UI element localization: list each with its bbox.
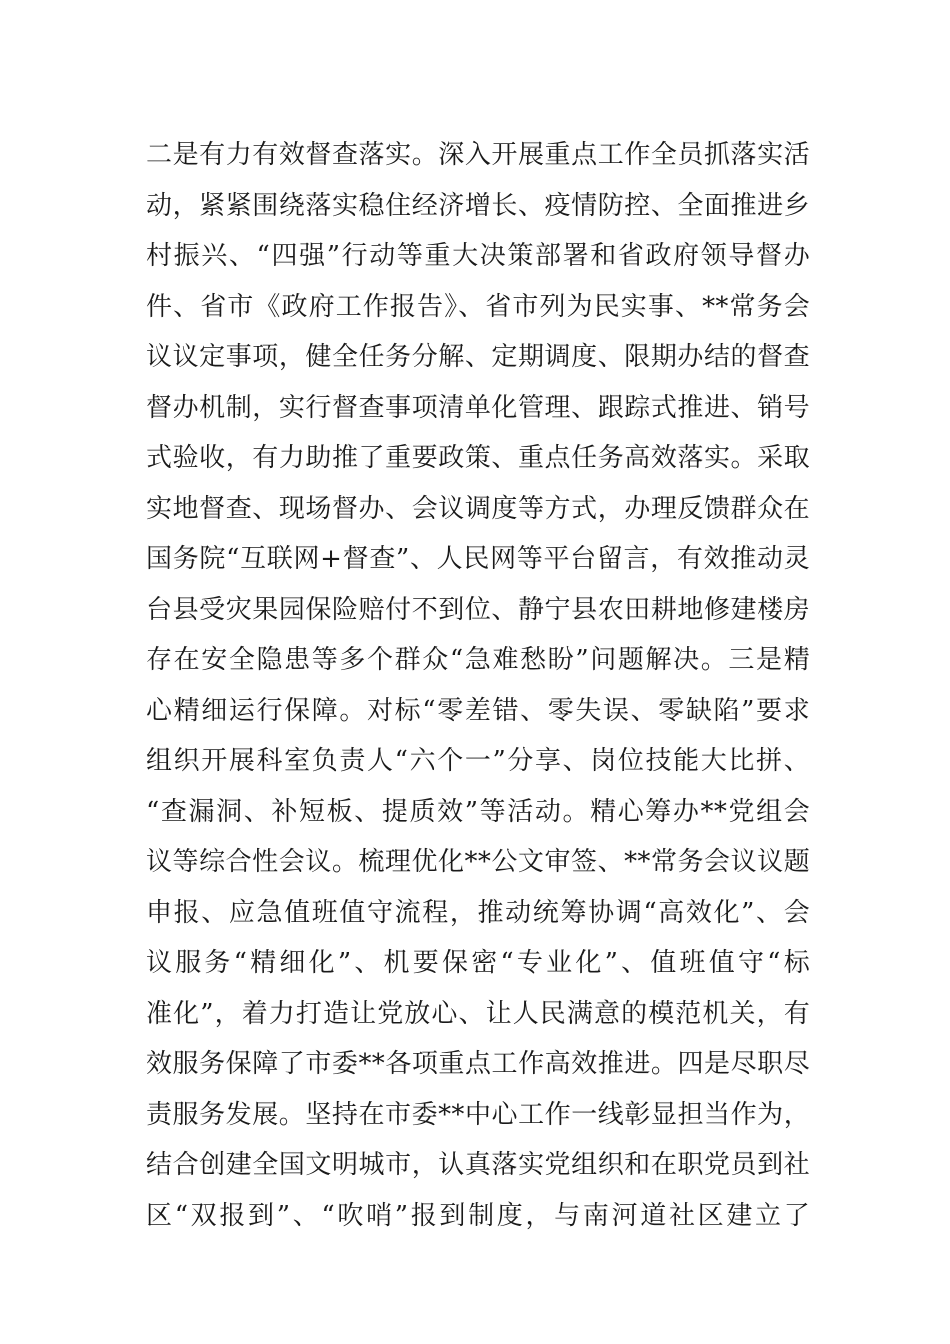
text-line: 效服务保障了市委**各项重点工作高效推进。四是尽职尽 (146, 1049, 810, 1079)
text-line: “查漏洞、补短板、提质效”等活动。精心筹办**党组会 (146, 796, 810, 827)
text-line: 议等综合性会议。梳理优化**公文审签、**常务会议议题 (146, 847, 810, 877)
text-line: 责服务发展。坚持在市委**中心工作一线彰显担当作为， (146, 1099, 810, 1130)
text-line: 申报、应急值班值守流程，推动统筹协调“高效化”、会 (146, 897, 810, 928)
text-line: 存在安全隐患等多个群众“急难愁盼”问题解决。三是精 (146, 645, 810, 675)
text-line: 件、省市《政府工作报告》、省市列为民实事、**常务会 (146, 291, 810, 322)
text-line: 实地督查、现场督办、会议调度等方式，办理反馈群众在 (146, 493, 810, 524)
text-line: 议服务“精细化”、机要保密“专业化”、值班值守“标 (146, 948, 810, 978)
text-line: 心精细运行保障。对标“零差错、零失误、零缺陷”要求 (146, 695, 810, 726)
text-line: 台县受灾果园保险赔付不到位、静宁县农田耕地修建楼房 (146, 594, 810, 625)
text-line: 村振兴、“四强”行动等重大决策部署和省政府领导督办 (146, 241, 810, 271)
text-line: 动，紧紧围绕落实稳住经济增长、疫情防控、全面推进乡 (146, 190, 810, 221)
text-line: 准化”，着力打造让党放心、让人民满意的模范机关，有 (146, 998, 810, 1029)
text-line: 二是有力有效督查落实。深入开展重点工作全员抓落实活 (146, 140, 810, 170)
text-line: 督办机制，实行督查事项清单化管理、跟踪式推进、销号 (146, 392, 810, 423)
text-line: 式验收，有力助推了重要政策、重点任务高效落实。采取 (146, 443, 810, 473)
text-line: 国务院“互联网+督查”、人民网等平台留言，有效推动灵 (146, 544, 810, 574)
body-paragraph (146, 130, 810, 1241)
text-line: 区“双报到”、“吹哨”报到制度，与南河道社区建立了 (146, 1200, 810, 1231)
text-line: 议议定事项，健全任务分解、定期调度、限期办结的督查 (146, 342, 810, 372)
text-line: 结合创建全国文明城市，认真落实党组织和在职党员到社 (146, 1150, 810, 1180)
text-line: 组织开展科室负责人“六个一”分享、岗位技能大比拼、 (146, 746, 810, 776)
